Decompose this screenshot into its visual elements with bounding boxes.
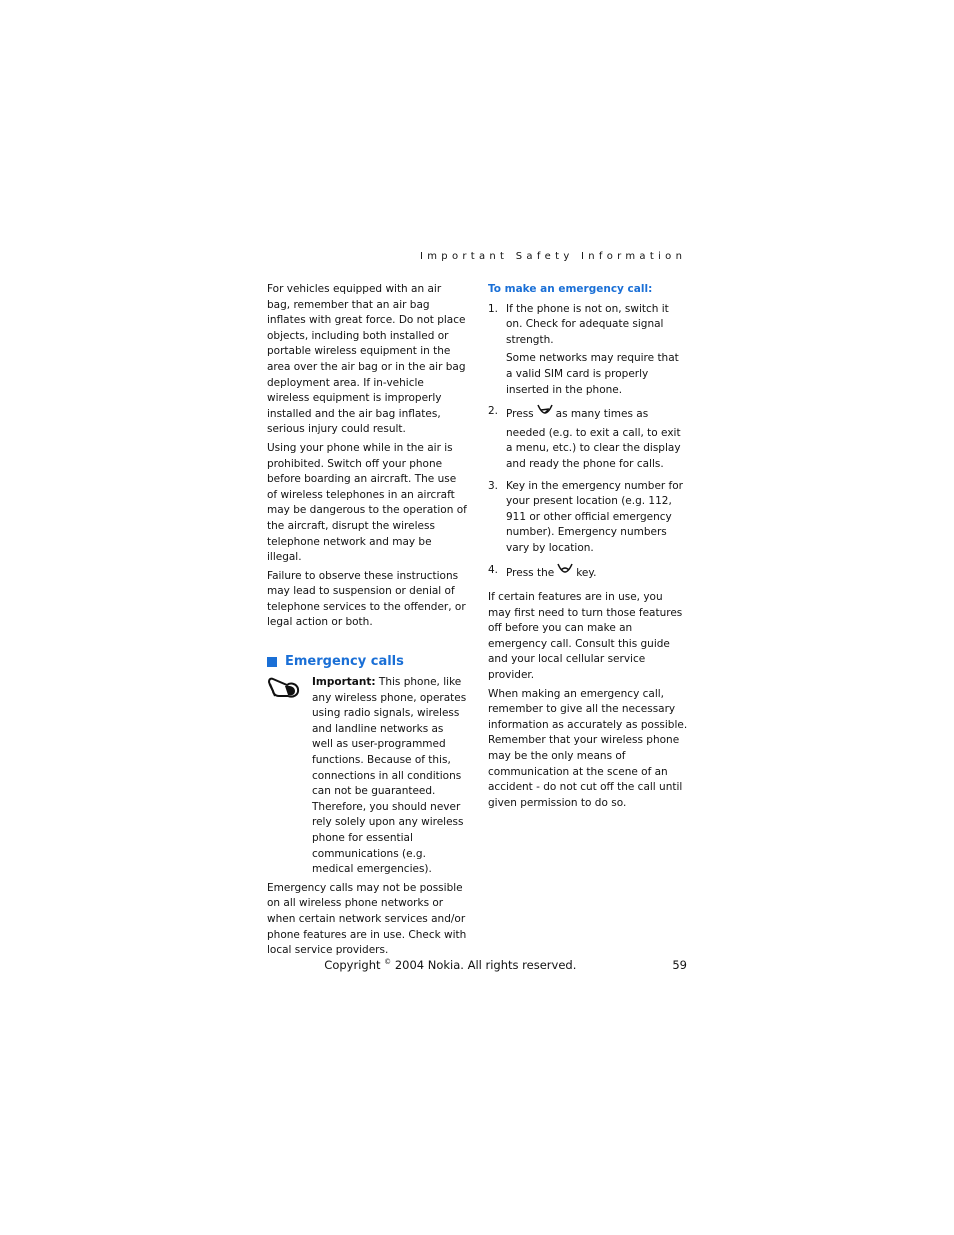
call-key-icon: [556, 563, 574, 585]
paragraph-air-bag: For vehicles equipped with an air bag, remember that an air bag inflates with great force. Do not place objects, including both installed or portable wireless equipment in the area over the air bag or in the air bag deployment area. If in-vehicle wireless equipment is improperly installed and the air bag inflates, serious injury could result.: [267, 283, 466, 436]
step-note: Some networks may require that a valid SIM card is properly inserted in the phone.: [506, 352, 679, 396]
heading-bullet-icon: [267, 657, 277, 667]
important-label: Important:: [312, 676, 376, 689]
copyright-notice: [324, 958, 576, 972]
list-item: [488, 563, 688, 588]
important-notice: [267, 675, 467, 881]
hand-pointing-icon: [267, 675, 312, 881]
paragraph-aircraft: Using your phone while in the air is prohibited. Switch off your phone before boarding an aircraft. The use of wireless telephones in an aircraft may be dangerous to the operation of the aircraft, disrupt the wireless telephone network and may be illegal.: [267, 441, 467, 564]
copyright-prefix: Copyright: [324, 958, 381, 972]
list-item: [488, 302, 688, 402]
left-column: [267, 282, 467, 962]
paragraph-failure: Failure to observe these instructions may lead to suspension or denial of telephone services to the offender, or legal action or both.: [267, 569, 466, 629]
step-number: 3.: [488, 479, 499, 492]
step-number: 4.: [488, 563, 499, 576]
copyright-symbol: ©: [384, 958, 392, 967]
step-text: If the phone is not on, switch it on. Check for adequate signal strength.: [506, 302, 669, 346]
emergency-steps-list: [488, 302, 688, 588]
section-heading-text: Emergency calls: [285, 654, 404, 670]
important-text: [312, 675, 467, 878]
step-text-before: Press: [506, 408, 534, 421]
page-footer: [267, 958, 687, 972]
step-text-before: Press the: [506, 566, 555, 579]
copyright-suffix: 2004 Nokia. All rights reserved.: [394, 958, 577, 972]
step-number: 2.: [488, 405, 499, 418]
step-text-after: key.: [576, 566, 597, 579]
paragraph-information: When making an emergency call, remember to give all the necessary information as accurately as possible. Remember that your wireless phone may be the only means of communication at the scene of an accident - do not cut off the call until given permission to do so.: [488, 687, 688, 809]
list-item: [488, 404, 688, 475]
step-text-after: as many times as needed (e.g. to exit a call, to exit a menu, etc.) to clear the display and ready the phone for calls.: [506, 408, 681, 470]
page-number: 59: [672, 958, 687, 972]
paragraph-features: If certain features are in use, you may first need to turn those features off before you can make an emergency call. Consult this guide and your local cellular service provider.: [488, 591, 683, 682]
right-column: [488, 282, 688, 814]
section-heading: [267, 653, 467, 671]
running-header: Important Safety Information: [420, 251, 687, 262]
step-text: Key in the emergency number for your present location (e.g. 112, 911 or other official emergency number). Emergency numbers vary by location.: [506, 479, 683, 554]
paragraph-emergency-limits: Emergency calls may not be possible on all wireless phone networks or when certain network services and/or phone features are in use. Check with local service providers.: [267, 881, 467, 957]
important-body: This phone, like any wireless phone, operates using radio signals, wireless and landline networks as well as user-programmed functions. Because of this, connections in all conditions can not be guaranteed. Therefore, you should never rely solely upon any wireless phone for essential communications (e.g. medical emergencies).: [312, 676, 467, 876]
subheading: To make an emergency call:: [488, 283, 653, 295]
step-text: [506, 404, 688, 472]
list-item: [488, 479, 688, 560]
step-number: 1.: [488, 302, 499, 315]
end-call-key-icon: [536, 404, 554, 426]
step-text: [506, 563, 688, 585]
